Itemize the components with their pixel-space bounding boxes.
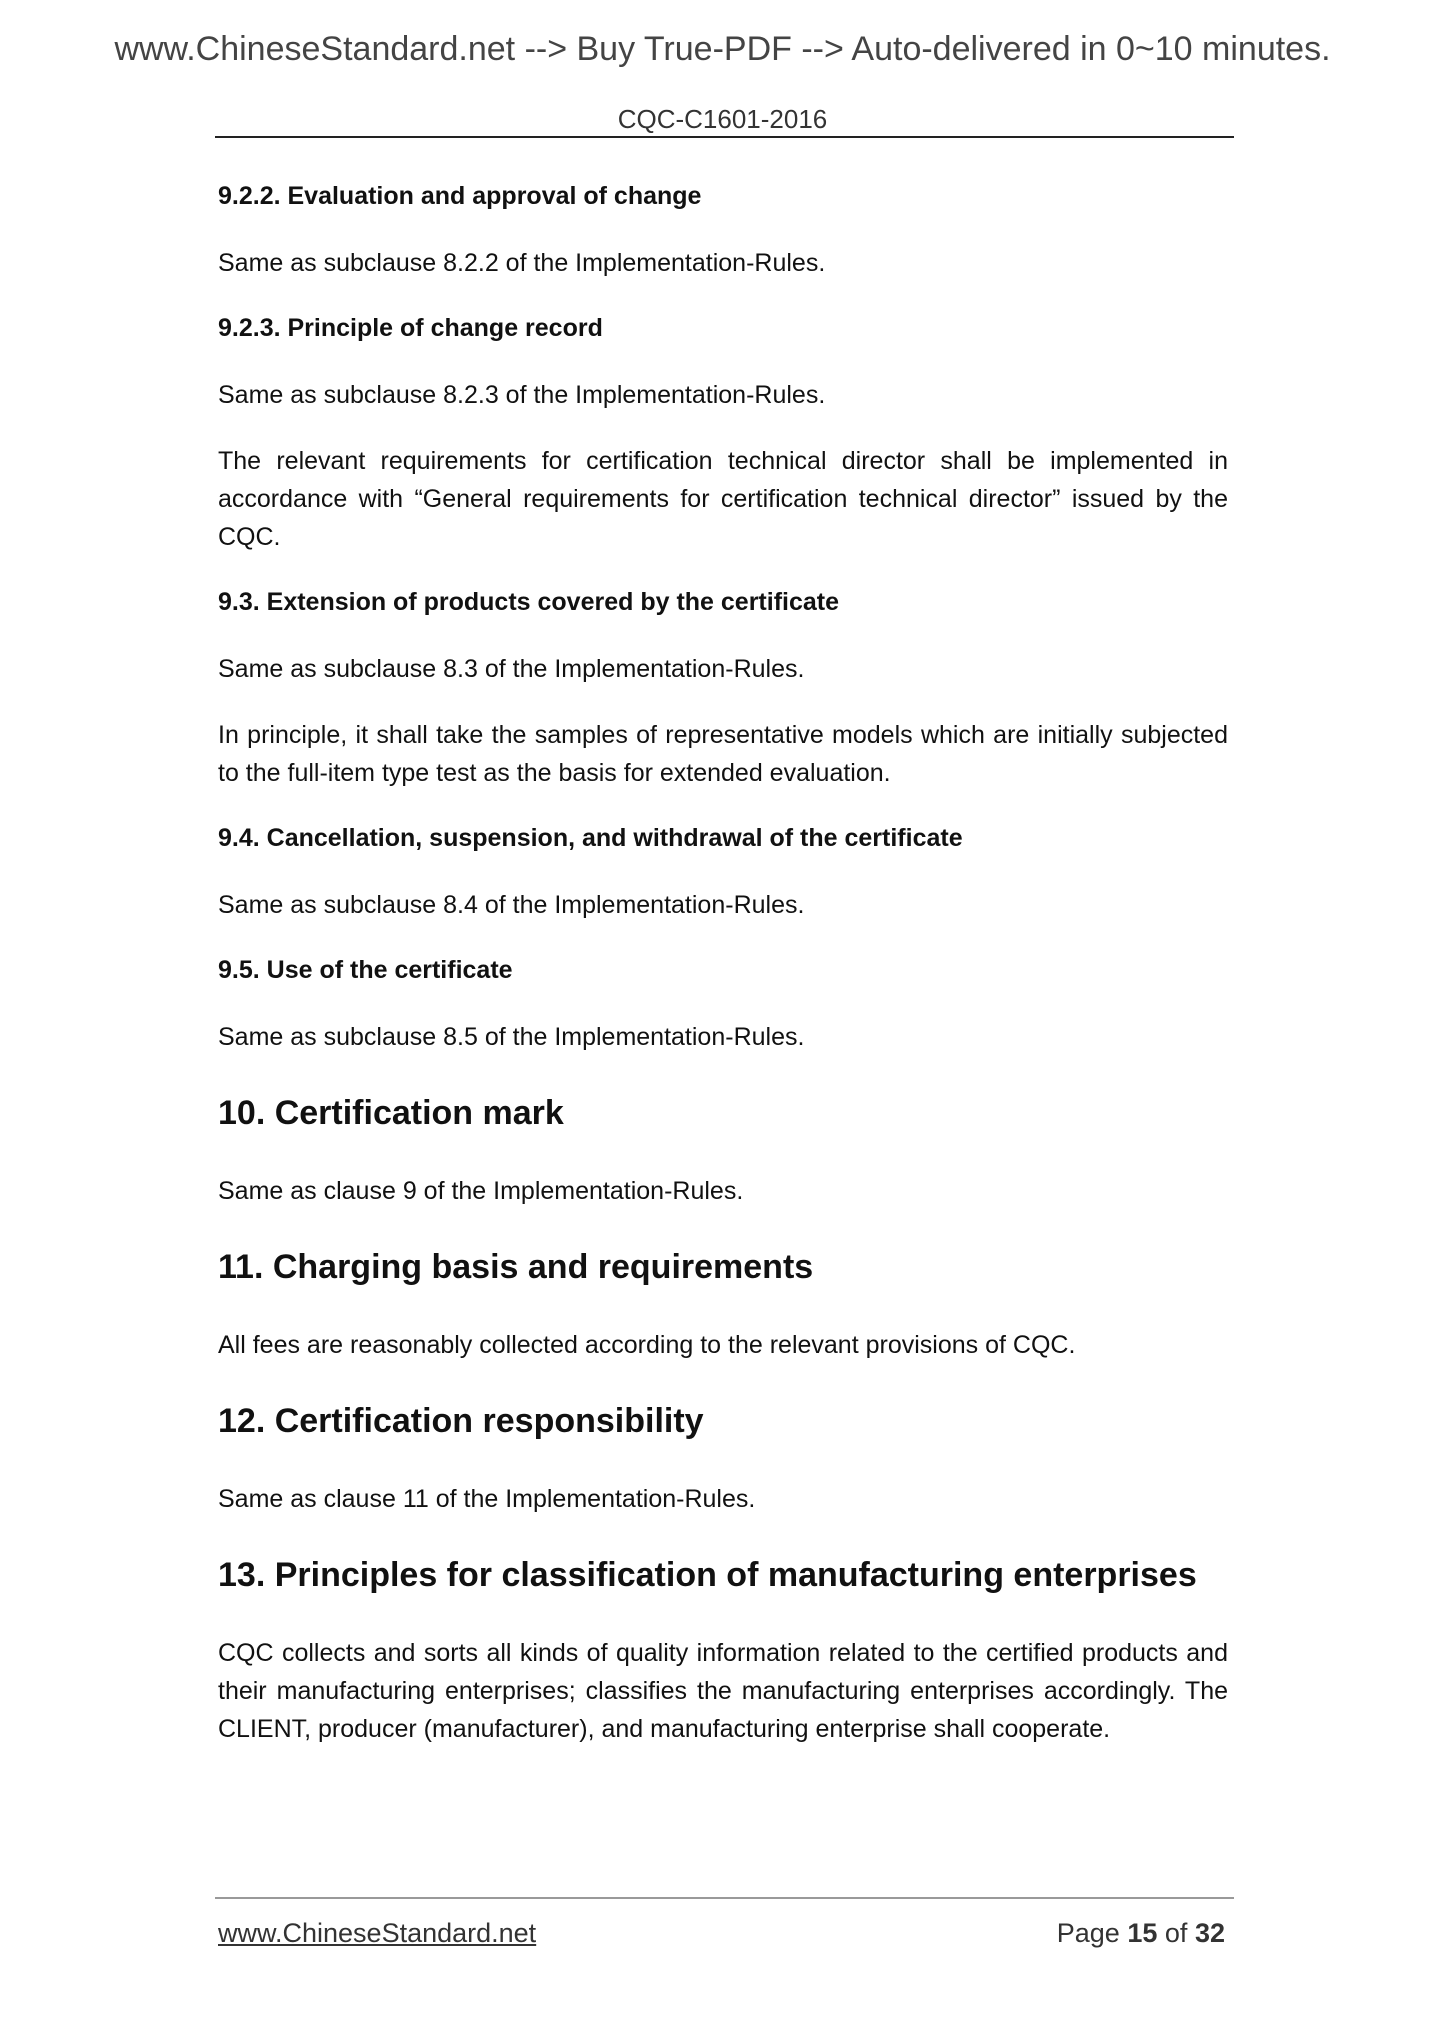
- subclause-text-9-2-3-technical-director: The relevant requirements for certification technical director shall be implemented in accordance with “General requirements for certification technical director” issued by the CQC.: [218, 447, 1228, 551]
- subclause-text-9-2-3: Same as subclause 8.2.3 of the Implementation-Rules.: [218, 381, 826, 409]
- of-word: of: [1164, 1918, 1188, 1948]
- subclause-title-9-3: 9.3. Extension of products covered by the certificate: [218, 588, 840, 616]
- subclause-text-9-2-2: Same as subclause 8.2.2 of the Implementation-Rules.: [218, 249, 826, 277]
- page-footer: [218, 1918, 1225, 1949]
- subclause-title-9-4: 9.4. Cancellation, suspension, and withdrawal of the certificate: [218, 824, 963, 852]
- footer-divider: [215, 1897, 1234, 1899]
- subclause-title-9-5: 9.5. Use of the certificate: [218, 956, 513, 984]
- subclause-text-9-4: Same as subclause 8.4 of the Implementation-Rules.: [218, 891, 805, 919]
- page-indicator: [1057, 1918, 1225, 1949]
- header-banner: www.ChineseStandard.net --> Buy True-PDF --> Auto-delivered in 0~10 minutes.: [114, 30, 1331, 68]
- document-code: CQC-C1601-2016: [617, 104, 828, 134]
- page-current: 15: [1127, 1918, 1158, 1948]
- section-text-11: All fees are reasonably collected according to the relevant provisions of CQC.: [218, 1331, 1076, 1359]
- section-text-10: Same as clause 9 of the Implementation-Rules.: [218, 1177, 744, 1205]
- page-content: [218, 178, 1228, 1776]
- subclause-title-9-2-3: 9.2.3. Principle of change record: [218, 314, 603, 342]
- footer-site-link[interactable]: www.ChineseStandard.net: [218, 1918, 537, 1948]
- section-text-12: Same as clause 11 of the Implementation-Rules.: [218, 1485, 756, 1513]
- section-title-10: 10. Certification mark: [218, 1094, 564, 1132]
- header-divider: [215, 136, 1234, 138]
- page-total: 32: [1194, 1918, 1225, 1948]
- section-title-13: 13. Principles for classification of manufacturing enterprises: [218, 1556, 1197, 1594]
- page-word: Page: [1056, 1918, 1120, 1948]
- subclause-text-9-3-principle: In principle, it shall take the samples of representative models which are initially subjected to the full-item type test as the basis for extended evaluation.: [218, 721, 1228, 787]
- subclause-title-9-2-2: 9.2.2. Evaluation and approval of change: [218, 182, 702, 210]
- subclause-text-9-3: Same as subclause 8.3 of the Implementation-Rules.: [218, 655, 805, 683]
- section-title-11: 11. Charging basis and requirements: [218, 1248, 814, 1286]
- section-text-13: CQC collects and sorts all kinds of quality information related to the certified products and their manufacturing enterprises; classifies the manufacturing enterprises accordingly. The CLIENT, producer (manufacturer), and manufacturing enterprise shall cooperate.: [218, 1639, 1228, 1743]
- section-title-12: 12. Certification responsibility: [218, 1402, 704, 1440]
- subclause-text-9-5: Same as subclause 8.5 of the Implementation-Rules.: [218, 1023, 805, 1051]
